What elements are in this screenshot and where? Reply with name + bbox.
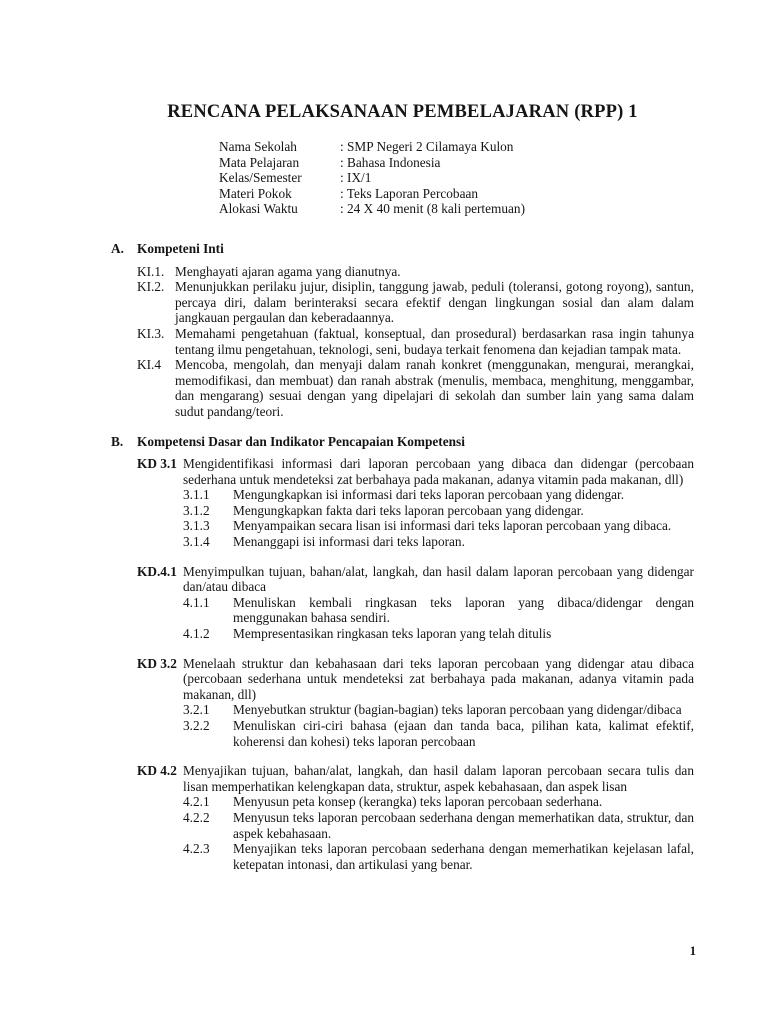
ki-text: Memahami pengetahuan (faktual, konseptual, dan prosedural) berdasarkan rasa ingin tahunya tentang ilmu pengetahuan, teknologi, seni, budaya terkait fenomena dan kejadian tampak mata.: [175, 325, 694, 357]
indicator-text: Menanggapi isi informasi dari teks laporan.: [233, 534, 465, 550]
indicator-text: Menuliskan kembali ringkasan teks laporan yang dibaca/didengar dengan menggunakan bahasa sendiri.: [233, 594, 694, 626]
kd-text: Menyajikan tujuan, bahan/alat, langkah, dan hasil dalam laporan percobaan secara tulis dan lisan memperhatikan kelengkapan data, struktur, aspek kebahasaan, dan aspek lisan: [183, 763, 694, 794]
info-row: [219, 201, 694, 217]
kd-row: [111, 763, 694, 794]
section-a-letter: A.: [111, 240, 124, 256]
kd-row: [111, 456, 694, 487]
kd-item: [111, 456, 694, 550]
info-value: : Bahasa Indonesia: [340, 154, 441, 170]
section-b-heading: [111, 434, 694, 450]
section-kompetensi-dasar: [111, 434, 694, 873]
indicator-text: Mengungkapkan fakta dari teks laporan percobaan yang didengar.: [233, 502, 584, 518]
section-b-title: Kompetensi Dasar dan Indikator Pencapaian Kompetensi: [137, 433, 465, 449]
indicator-text: Menyampaikan secara lisan isi informasi dari teks laporan percobaan yang dibaca.: [233, 518, 672, 534]
section-a-heading: [111, 241, 694, 257]
kd-text: Mengidentifikasi informasi dari laporan percobaan yang dibaca dan didengar (percobaan sederhana untuk mendeteksi zat berbahaya pada makanan, adanya vitamin pada makanan, dll): [183, 456, 694, 487]
ki-text: Menghayati ajaran agama yang dianutnya.: [175, 263, 401, 279]
indicator-number: 3.1.4: [183, 534, 210, 550]
indicator-text: Menuliskan ciri-ciri bahasa (ejaan dan tanda baca, pilihan kata, kalimat efektif, koherensi dan kohesi) teks laporan percobaan: [233, 718, 694, 749]
kd-item: [111, 763, 694, 872]
indicator-text: Mengungkapkan isi informasi dari teks laporan percobaan yang didengar.: [233, 487, 625, 503]
indicator-item: [183, 503, 694, 519]
info-label: Kelas/Semester: [219, 170, 302, 186]
indicator-item: [183, 534, 694, 550]
indicator-number: 3.2.1: [183, 702, 210, 718]
ki-text: Mencoba, mengolah, dan menyaji dalam ranah konkret (menggunakan, mengurai, merangkai, memodifikasi, dan membuat) dan ranah abstrak (menulis, membaca, menghitung, menggambar, dan mengarang) sesuai dengan yang dipelajari di sekolah dan sumber lain yang sama dalam sudut pandang/teori.: [175, 357, 694, 419]
ki-item: [111, 264, 694, 280]
info-row: [219, 139, 694, 155]
kd-text: Menyimpulkan tujuan, bahan/alat, langkah, dan hasil dalam laporan percobaan yang didengar dan/atau dibaca: [183, 563, 694, 595]
kd-item: [111, 564, 694, 642]
indicator-number: 4.2.2: [183, 809, 210, 825]
indicator-number: 3.2.2: [183, 718, 210, 733]
info-value: : SMP Negeri 2 Cilamaya Kulon: [340, 139, 514, 154]
section-a-title: Kompeteni Inti: [137, 240, 224, 256]
page-number: 1: [689, 944, 696, 958]
kd-item: [111, 656, 694, 750]
indicator-item: [183, 718, 694, 749]
info-label: Nama Sekolah: [219, 139, 297, 154]
info-label: Materi Pokok: [219, 185, 292, 201]
kd-list: [111, 456, 694, 872]
indicator-number: 4.1.1: [183, 594, 210, 610]
kd-text: Menelaah struktur dan kebahasaan dari teks laporan percobaan yang didengar atau dibaca (percobaan sederhana untuk mendeteksi zat berbahaya pada makanan, adanya vitamin pada makanan, dll): [183, 655, 694, 702]
indicator-item: [183, 518, 694, 534]
indicator-number: 3.1.2: [183, 502, 210, 518]
section-b-letter: B.: [111, 433, 124, 449]
info-label: Mata Pelajaran: [219, 154, 300, 170]
indicator-text: Menyusun peta konsep (kerangka) teks laporan percobaan sederhana.: [233, 794, 603, 810]
info-value: : IX/1: [340, 170, 372, 186]
info-value: : Teks Laporan Percobaan: [340, 185, 479, 201]
kd-label: KD 3.1: [137, 456, 177, 472]
indicator-text: Menyusun teks laporan percobaan sederhana dengan memerhatikan data, struktur, dan aspek kebahasaan.: [233, 809, 694, 841]
info-row: [219, 155, 694, 171]
info-row: [219, 186, 694, 202]
kd-row: [111, 564, 694, 595]
ki-label: KI.2.: [137, 279, 165, 295]
indicator-text: Mempresentasikan ringkasan teks laporan yang telah ditulis: [233, 626, 552, 642]
ki-item: [111, 279, 694, 326]
info-value: : 24 X 40 menit (8 kali pertemuan): [340, 201, 526, 217]
ki-label: KI.4: [137, 357, 162, 373]
indicator-number: 4.2.1: [183, 794, 210, 810]
ki-label: KI.1.: [137, 263, 165, 279]
indicator-text: Menyajikan teks laporan percobaan sederhana dengan memerhatikan kejelasan lafal, ketepatan intonasi, dan artikulasi yang benar.: [233, 841, 694, 872]
indicator-item: [183, 595, 694, 626]
kd-label: KD 3.2: [137, 655, 177, 671]
section-kompetensi-inti: [111, 241, 694, 420]
indicator-number: 3.1.3: [183, 518, 210, 534]
document-title: RENCANA PELAKSANAAN PEMBELAJARAN (RPP) 1: [167, 102, 638, 122]
indicator-item: [183, 810, 694, 841]
indicator-item: [183, 487, 694, 503]
indicator-item: [183, 794, 694, 810]
ki-text: Menunjukkan perilaku jujur, disiplin, tanggung jawab, peduli (toleransi, gotong royong), santun, percaya diri, dalam berinteraksi secara efektif dengan lingkungan sosial dan alam dalam jangkauan pergaulan dan keberadaannya.: [175, 279, 694, 326]
indicator-item: [183, 702, 694, 718]
kd-row: [111, 656, 694, 703]
indicator-text: Menyebutkan struktur (bagian-bagian) teks laporan percobaan yang didengar/dibaca: [233, 702, 682, 718]
ki-label: KI.3.: [137, 325, 165, 341]
ki-item: [111, 357, 694, 419]
header-info: [219, 139, 694, 217]
info-label: Alokasi Waktu: [219, 201, 298, 217]
info-row: [219, 170, 694, 186]
ki-item: [111, 326, 694, 357]
indicator-number: 4.2.3: [183, 841, 210, 857]
indicator-number: 4.1.2: [183, 626, 210, 642]
indicator-item: [183, 626, 694, 642]
kd-label: KD 4.2: [137, 763, 177, 779]
indicator-item: [183, 841, 694, 872]
ki-list: [111, 264, 694, 420]
kd-label: KD.4.1: [137, 563, 177, 579]
indicator-number: 3.1.1: [183, 487, 210, 503]
